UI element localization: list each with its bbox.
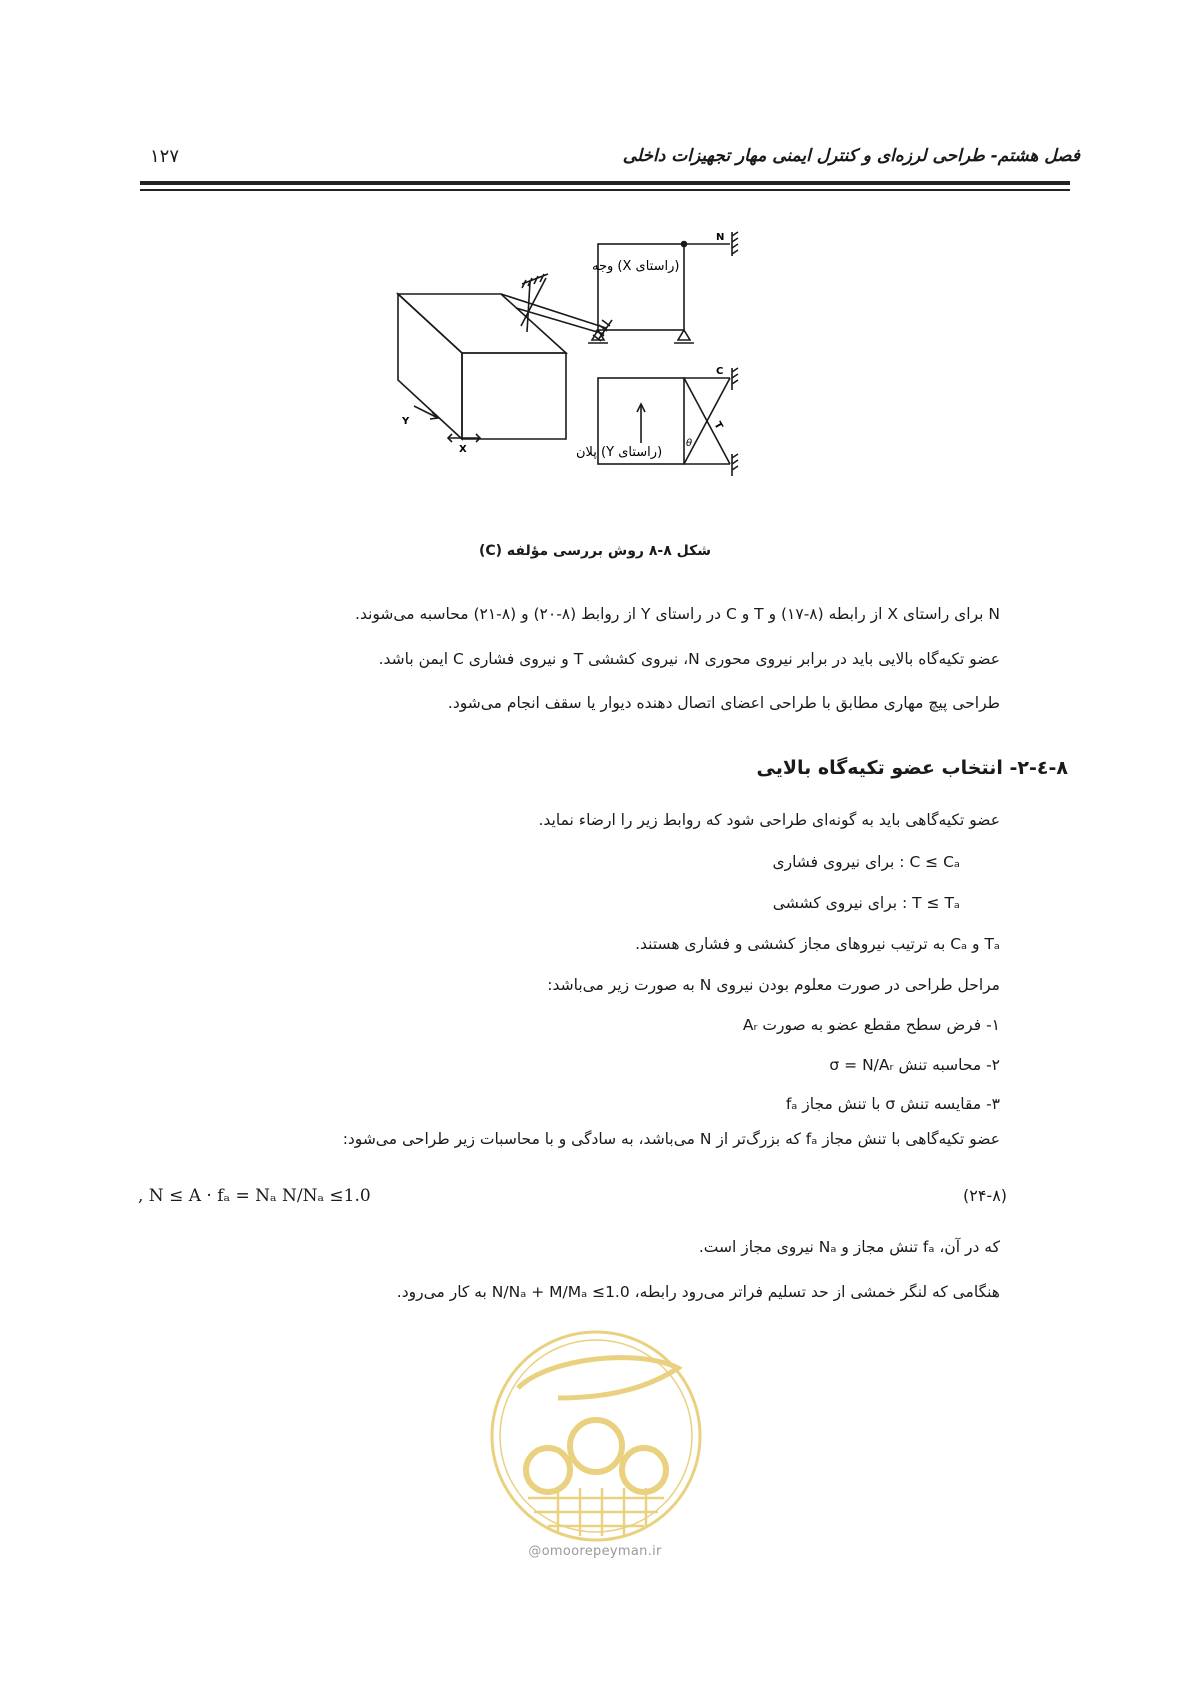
chapter-header-title: فصل هشتم- طراحی لرزه‌ای و کنترل ایمنی مهار تجهیزات داخلی: [622, 146, 1080, 166]
brace-member-1: [501, 294, 606, 328]
box-top-face: [398, 294, 566, 353]
label-n: N: [716, 232, 725, 243]
paragraph-3: عضو تکیه‌گاهی با تنش مجاز fₐ که بزرگ‌تر از N می‌باشد، به سادگی و با محاسبات زیر طراحی می‌شود:: [342, 1130, 1000, 1148]
brace-member-4: [527, 282, 530, 332]
paragraph-2-steps-intro: مراحل طراحی در صورت معلوم بودن نیروی N به صورت زیر می‌باشد:: [547, 976, 1000, 994]
condition-tension: T ≤ Tₐ : برای نیروی کششی: [772, 894, 960, 912]
label-y-axis: Y: [402, 416, 410, 427]
box-right-face: [462, 353, 566, 439]
step-1: ۱- فرض سطح مقطع عضو به صورت Aᵣ: [742, 1016, 1000, 1034]
label-c: C: [716, 366, 724, 377]
figure-8-8-diagram: [380, 228, 800, 524]
section-heading: ۸-٤-۲- انتخاب عضو تکیه‌گاه بالایی: [756, 757, 1068, 779]
wall-hatch-c: [732, 368, 738, 390]
paragraph-2-allowable: Tₐ و Cₐ به ترتیب نیروهای مجاز کششی و فشاری هستند.: [635, 935, 1000, 953]
watermark-url: @omoorepeyman.ir: [528, 1544, 662, 1559]
label-theta: θ: [686, 438, 693, 449]
wall-hatch-t: [732, 454, 738, 476]
step-3: ۳- مقایسه تنش σ با تنش مجاز fₐ: [785, 1095, 1000, 1113]
step-2: ۲- محاسبه تنش σ = N/Aᵣ: [829, 1056, 1000, 1074]
paragraph-1-line-2: عضو تکیه‌گاه بالایی باید در برابر نیروی محوری N، نیروی کششی T و نیروی فشاری C ایمن باشد.: [378, 650, 1000, 668]
page-number: ۱۲۷: [150, 146, 180, 167]
watermark-logo: [488, 1328, 704, 1544]
label-plan-direction: (راستای Y) پلان: [576, 445, 663, 460]
y-axis-arrow: [414, 406, 438, 418]
header-rule-thick: [140, 181, 1070, 185]
paragraph-1-line-3: طراحی پیچ مهاری مطابق با طراحی اعضای اتصال دهنده دیوار یا سقف انجام می‌شود.: [447, 694, 1000, 712]
equation-number: (۲۴-۸): [963, 1186, 1008, 1205]
label-t: T: [711, 420, 725, 432]
condition-compression: C ≤ Cₐ : برای نیروی فشاری: [772, 853, 960, 871]
label-face-direction: (راستای X) وجه: [592, 259, 680, 274]
face-view-frame: [598, 244, 684, 330]
wall-hatch-n: [732, 232, 738, 256]
paragraph-5: هنگامی که لنگر خمشی از حد تسلیم فراتر می‌رود رابطه، N/Nₐ + M/Mₐ ≤1.0 به کار می‌رود.: [396, 1283, 1000, 1301]
support-right: [678, 330, 690, 340]
paragraph-4: که در آن، fₐ تنش مجاز و Nₐ نیروی مجاز است.: [698, 1238, 1000, 1256]
paragraph-1-line-1: N برای راستای X از رابطه (۸-۱۷) و T و C در راستای Y از روابط (۸-۲۰) و (۸-۲۱) محاسبه می‌شوند.: [355, 605, 1000, 623]
header-rule-thin: [140, 189, 1070, 191]
equation-24-8: , N ≤ A · fₐ = Nₐ N/Nₐ ≤1.0: [138, 1186, 371, 1206]
label-x-axis: X: [459, 444, 467, 455]
figure-caption: شکل ۸-۸ روش بررسی مؤلفه (C): [478, 543, 712, 559]
paragraph-2-intro: عضو تکیه‌گاهی باید به گونه‌ای طراحی شود که روابط زیر را ارضاء نماید.: [538, 811, 1000, 829]
